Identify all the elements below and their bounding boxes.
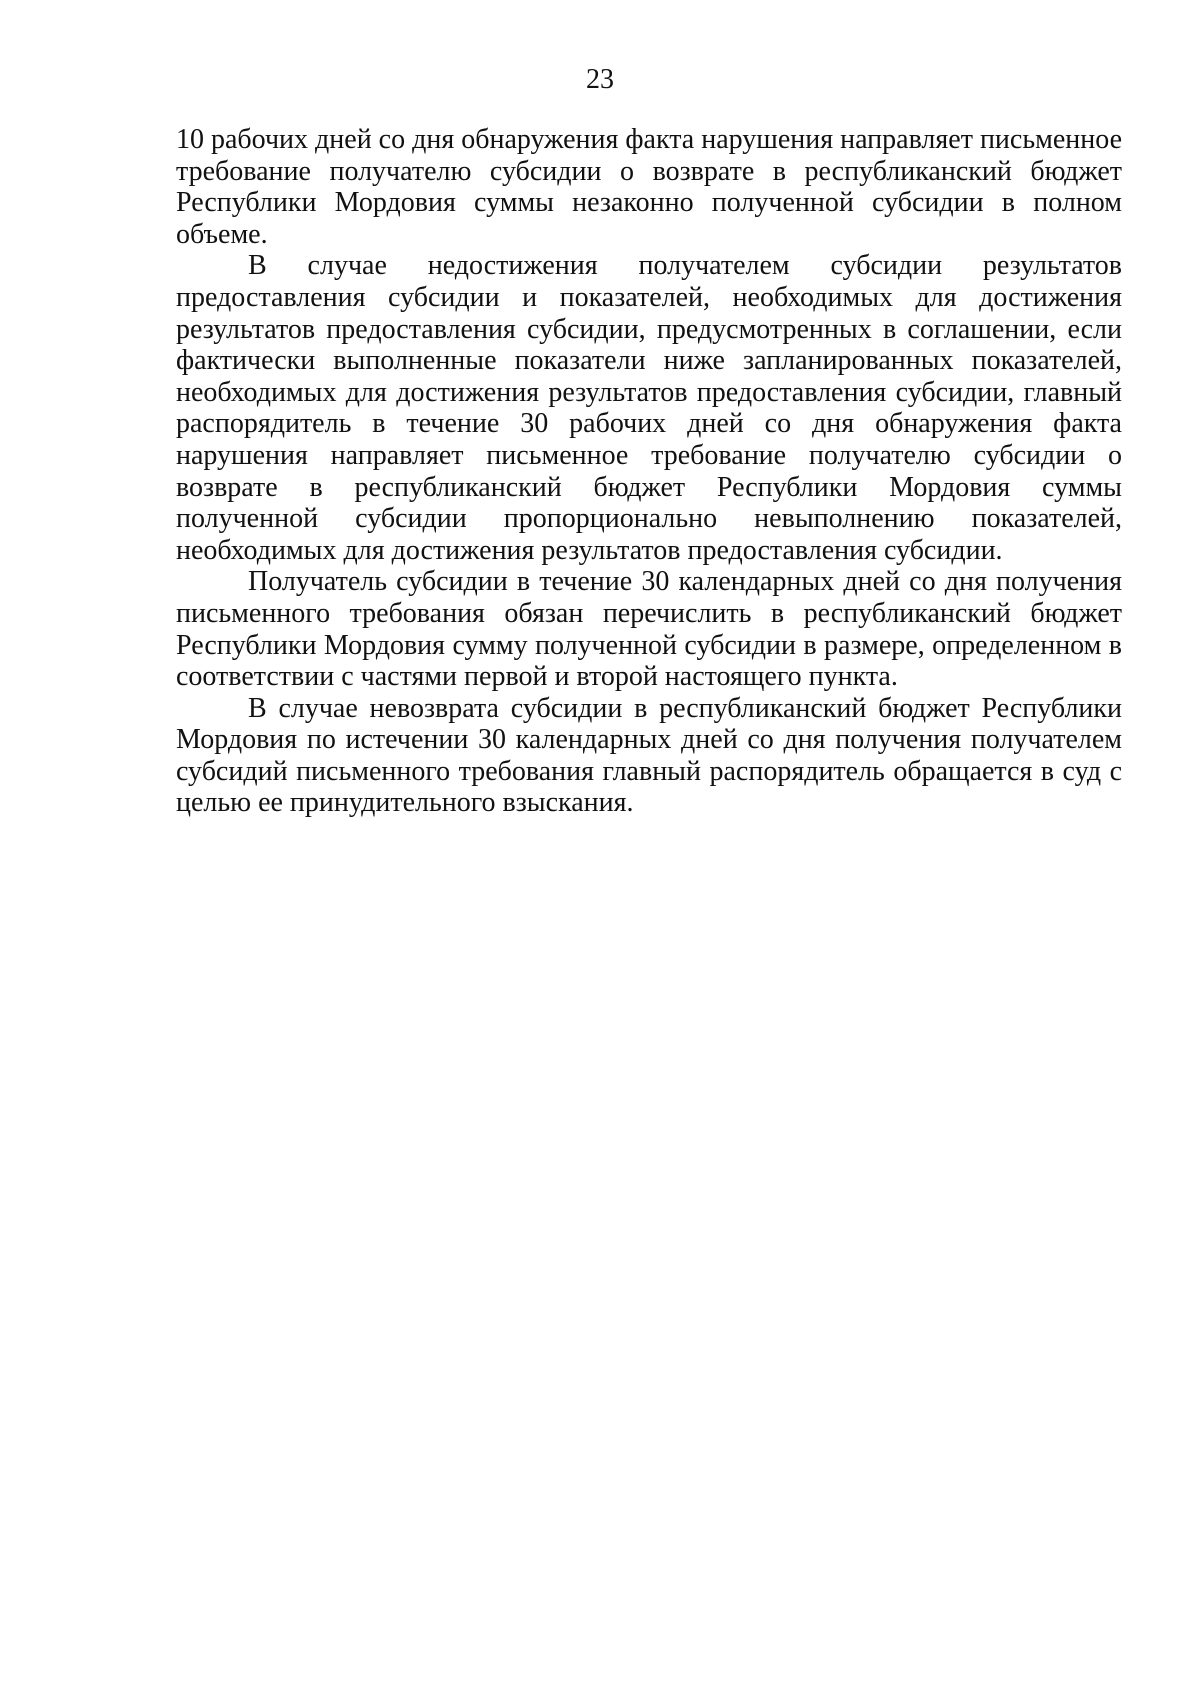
paragraph-underachievement: В случае недостижения получателем субсидии результатов предоставления субсидии и показателей, необходимых для достижения результатов предоставления субсидии, предусмотренных в соглашении, если фактически выполненные показатели ниже запланированных показателей, необходимых для достижения результатов предоставления субсидии, главный распорядитель в течение 30 рабочих дней со дня обнаружения факта нарушения направляет письменное требование получателю субсидии о возврате в республиканский бюджет Республики Мордовия суммы полученной субсидии пропорционально невыполнению показателей, необходимых для достижения результатов предоставления субсидии. bbox=[176, 250, 1122, 566]
page-number: 23 bbox=[586, 64, 614, 95]
document-body bbox=[176, 124, 1122, 819]
paragraph-continuation: 10 рабочих дней со дня обнаружения факта нарушения направляет письменное требование получателю субсидии о возврате в республиканский бюджет Республики Мордовия суммы незаконно полученной субсидии в полном объеме. bbox=[176, 124, 1122, 250]
paragraph-court-recovery: В случае невозврата субсидии в республиканский бюджет Республики Мордовия по истечении 30 календарных дней со дня получения получателем субсидий письменного требования главный распорядитель обращается в суд с целью ее принудительного взыскания. bbox=[176, 692, 1122, 819]
paragraph-repayment: Получатель субсидии в течение 30 календарных дней со дня получения письменного требования обязан перечислить в республиканский бюджет Республики Мордовия сумму полученной субсидии в размере, определенном в соответствии с частями первой и второй настоящего пункта. bbox=[176, 566, 1122, 693]
